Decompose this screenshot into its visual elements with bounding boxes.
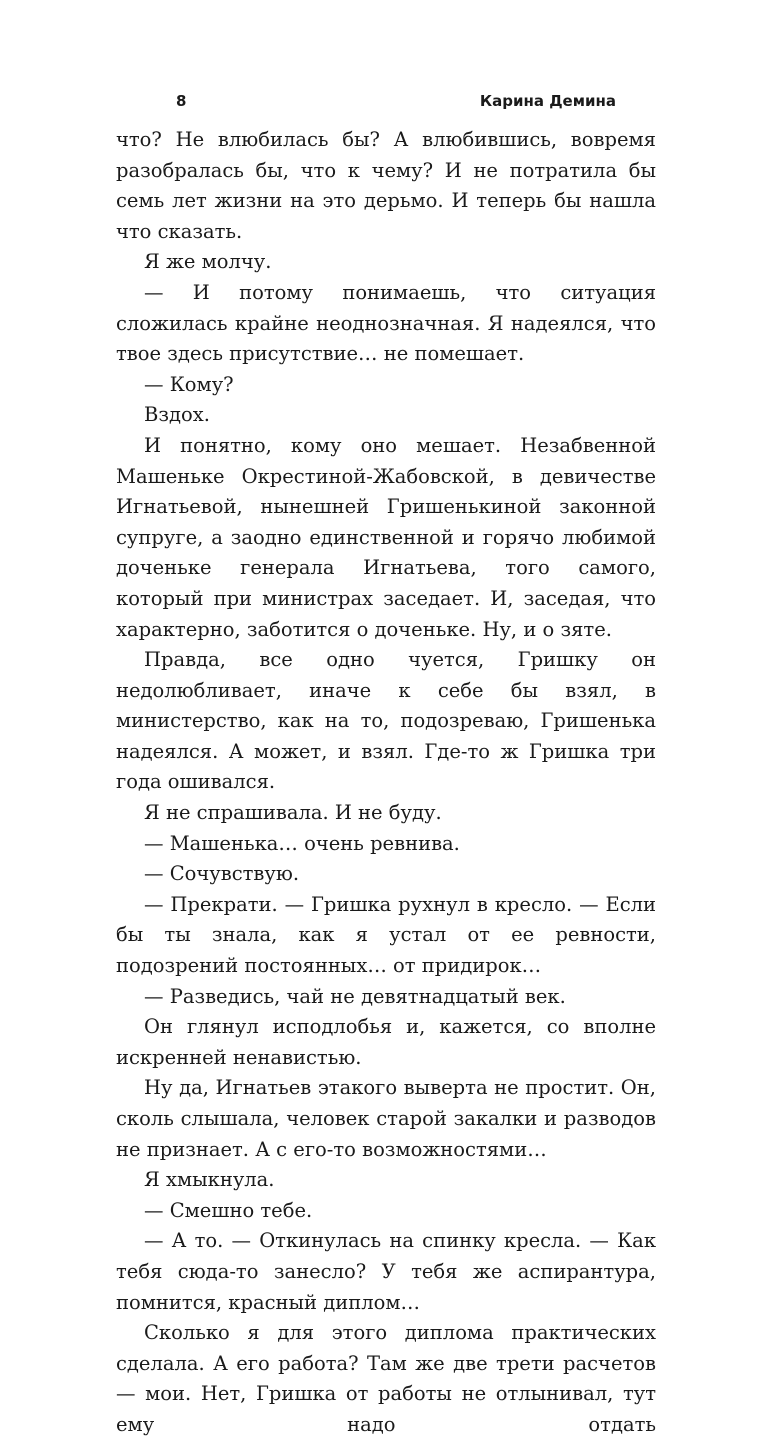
- paragraph: Я же молчу.: [144, 250, 272, 274]
- paragraph: Он глянул исподлобья и, кажется, со вполне искренней ненавистью.: [116, 1015, 656, 1069]
- paragraph: Правда, все одно чуется, Гришку он недолюбливает, иначе к себе бы взял, в министерство, как на то, подозреваю, Гришенька надеялся. А может, и взял. Где-то ж Гришка три года ошивался.: [116, 648, 656, 794]
- paragraph: Вздох.: [144, 403, 210, 427]
- paragraph: — Кому?: [144, 372, 234, 396]
- author-name: Карина Демина: [479, 92, 616, 110]
- paragraph: Ну да, Игнатьев этакого выверта не простит. Он, сколь слышала, человек старой закалки и разводов не признает. А с его-то возможностями…: [116, 1076, 656, 1161]
- page-number: 8: [176, 92, 187, 110]
- paragraph: Я хмыкнула.: [144, 1168, 275, 1192]
- paragraph: Я не спрашивала. И не буду.: [144, 801, 442, 825]
- running-head: [176, 92, 616, 116]
- body-text: [116, 125, 656, 1441]
- paragraph: — А то. — Откинулась на спинку кресла. — Как тебя сюда-то занесло? У тебя же аспирантура, помнится, красный диплом…: [116, 1229, 656, 1314]
- paragraph: И понятно, кому оно мешает. Незабвенной Машеньке Окрестиной-Жабовской, в девичестве Игнатьевой, нынешней Гришенькиной законной супруге, а заодно единственной и горячо любимой доченьке генерала Игнатьева, того самого, который при министрах заседает. И, заседая, что характерно, заботится о доченьке. Ну, и о зяте.: [116, 433, 656, 641]
- paragraph: — И потому понимаешь, что ситуация сложилась крайне неоднозначная. Я надеялся, что твое здесь присутствие… не помешает.: [116, 280, 656, 366]
- paragraph: Сколько я для этого диплома практических сделала. А его работа? Там же две трети расчетов — мои. Нет, Гришка от работы не отлынивал, тут ему надо отдать: [116, 1321, 656, 1436]
- paragraph: — Машенька… очень ревнива.: [144, 831, 460, 855]
- paragraph: — Прекрати. — Гришка рухнул в кресло. — Если бы ты знала, как я устал от ее ревности, подозрений постоянных… от придирок…: [116, 892, 656, 978]
- paragraph: — Разведись, чай не девятнадцатый век.: [144, 984, 566, 1008]
- paragraph: — Смешно тебе.: [144, 1198, 313, 1222]
- paragraph: — Сочувствую.: [144, 862, 300, 886]
- paragraph: что? Не влюбилась бы? А влюбившись, вовремя разобралась бы, что к чему? И не потратила бы семь лет жизни на это дерьмо. И теперь бы нашла что сказать.: [116, 128, 656, 243]
